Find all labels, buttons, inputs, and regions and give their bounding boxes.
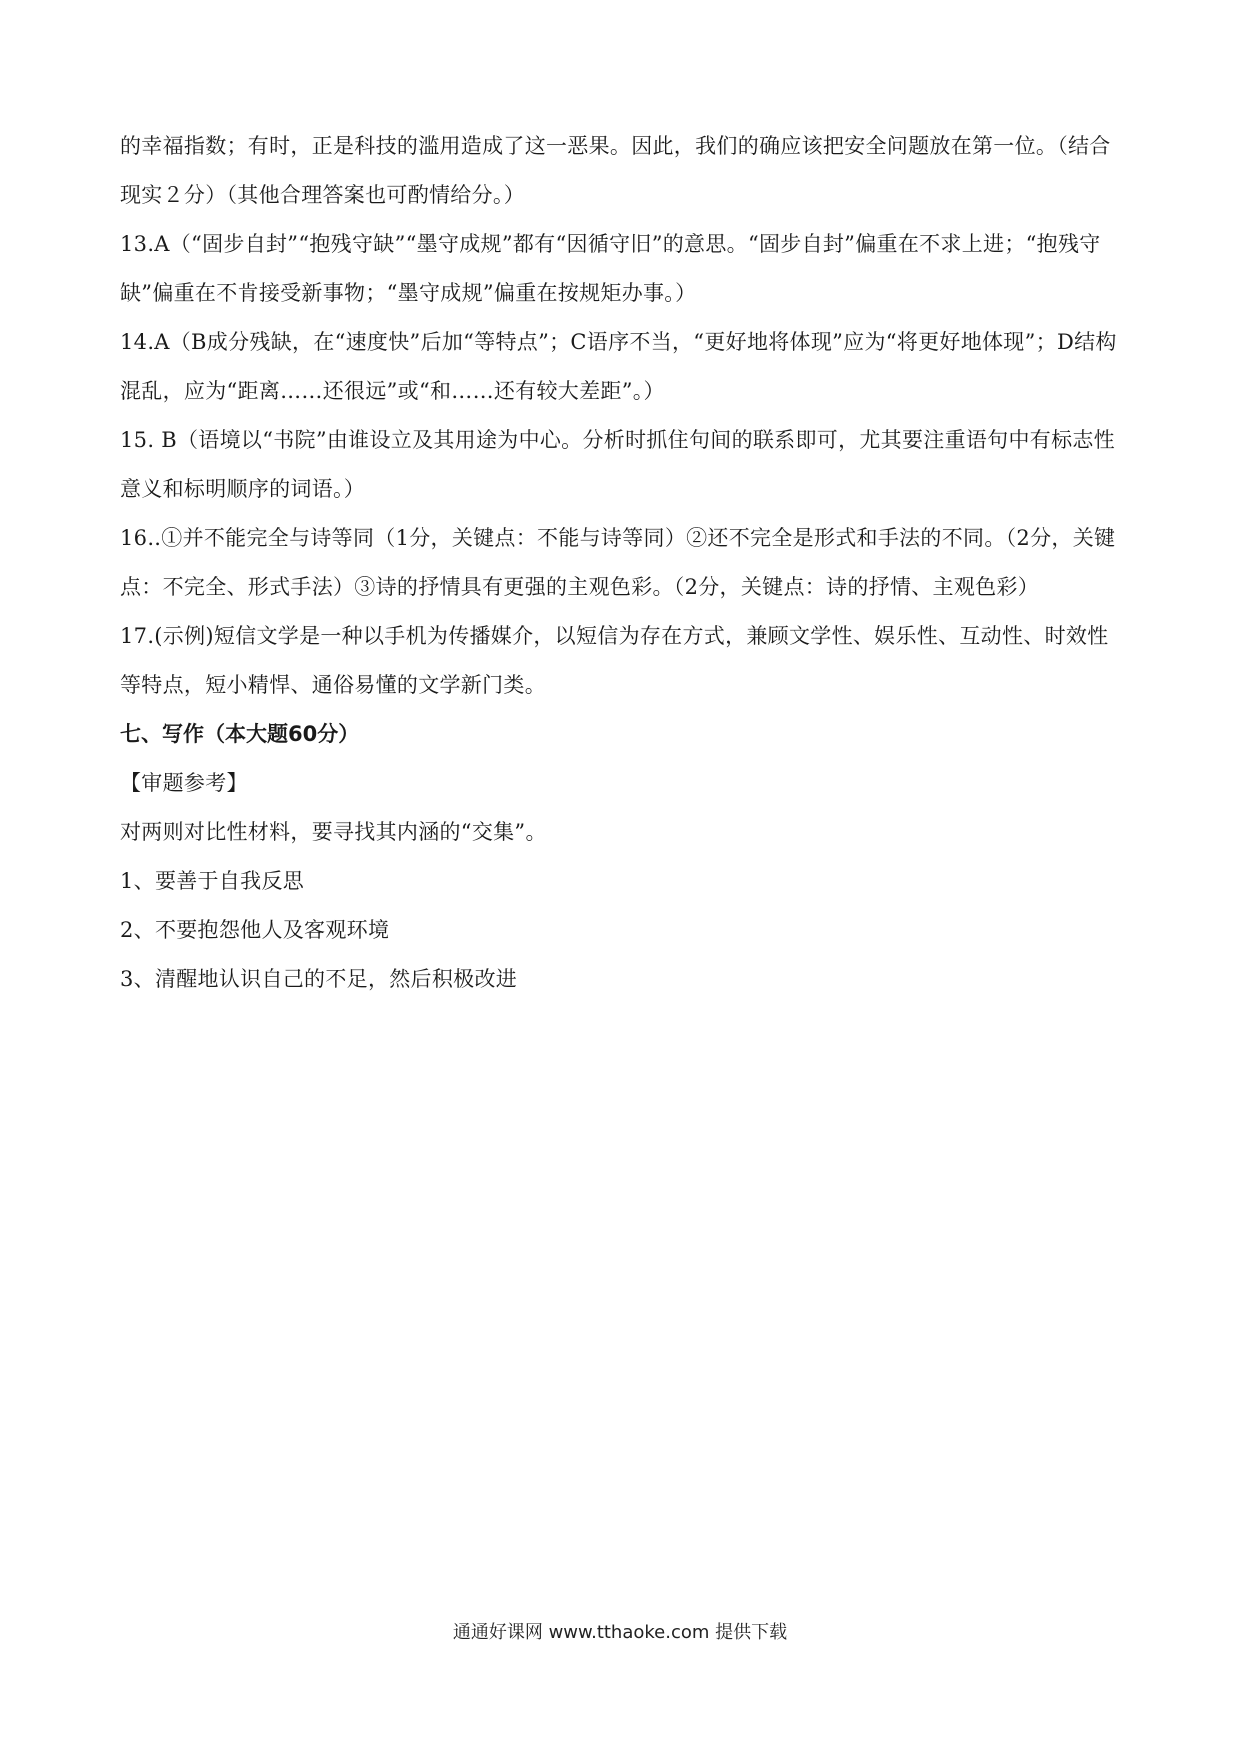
document-body bbox=[120, 122, 1124, 1004]
answer-17: 17.(示例)短信文学是一种以手机为传播媒介，以短信为存在方式，兼顾文学性、娱乐性、互动性、时效性等特点，短小精悍、通俗易懂的文学新门类。 bbox=[120, 624, 1109, 697]
section-heading: 七、写作（本大题60分） bbox=[120, 722, 360, 746]
answer-14: 14.A（B成分残缺，在“速度快”后加“等特点”；C语序不当，“更好地将体现”应为“将更好地体现”；D结构混乱，应为“距离……还很远”或“和……还有较大差距”。） bbox=[120, 330, 1117, 403]
point-item: 3、清醒地认识自己的不足，然后积极改进 bbox=[120, 967, 518, 991]
point-item: 2、不要抱怨他人及客观环境 bbox=[120, 918, 390, 942]
point-item: 1、要善于自我反思 bbox=[120, 869, 305, 893]
answer-13: 13.A（“固步自封”“抱残守缺”“墨守成规”都有“因循守旧”的意思。“固步自封”偏重在不求上进；“抱残守缺”偏重在不肯接受新事物；“墨守成规”偏重在按规矩办事。） bbox=[120, 232, 1101, 305]
paragraph-continuation: 的幸福指数；有时，正是科技的滥用造成了这一恶果。因此，我们的确应该把安全问题放在第一位。（结合现实２分）（其他合理答案也可酌情给分。） bbox=[120, 134, 1111, 207]
intro-text: 对两则对比性材料，要寻找其内涵的“交集”。 bbox=[120, 820, 547, 844]
answer-16: 16..①并不能完全与诗等同（1分，关键点：不能与诗等同）②还不完全是形式和手法的不同。（2分，关键点：不完全、形式手法）③诗的抒情具有更强的主观色彩。（2分，关键点：诗的抒情、主观色彩） bbox=[120, 526, 1116, 599]
page-footer: 通通好课网 www.tthaoke.com 提供下载 bbox=[452, 1622, 788, 1643]
answer-15: 15. B（语境以“书院”由谁设立及其用途为中心。分析时抓住句间的联系即可，尤其要注重语句中有标志性意义和标明顺序的词语。） bbox=[120, 428, 1115, 501]
subheading: 【审题参考】 bbox=[120, 771, 248, 795]
